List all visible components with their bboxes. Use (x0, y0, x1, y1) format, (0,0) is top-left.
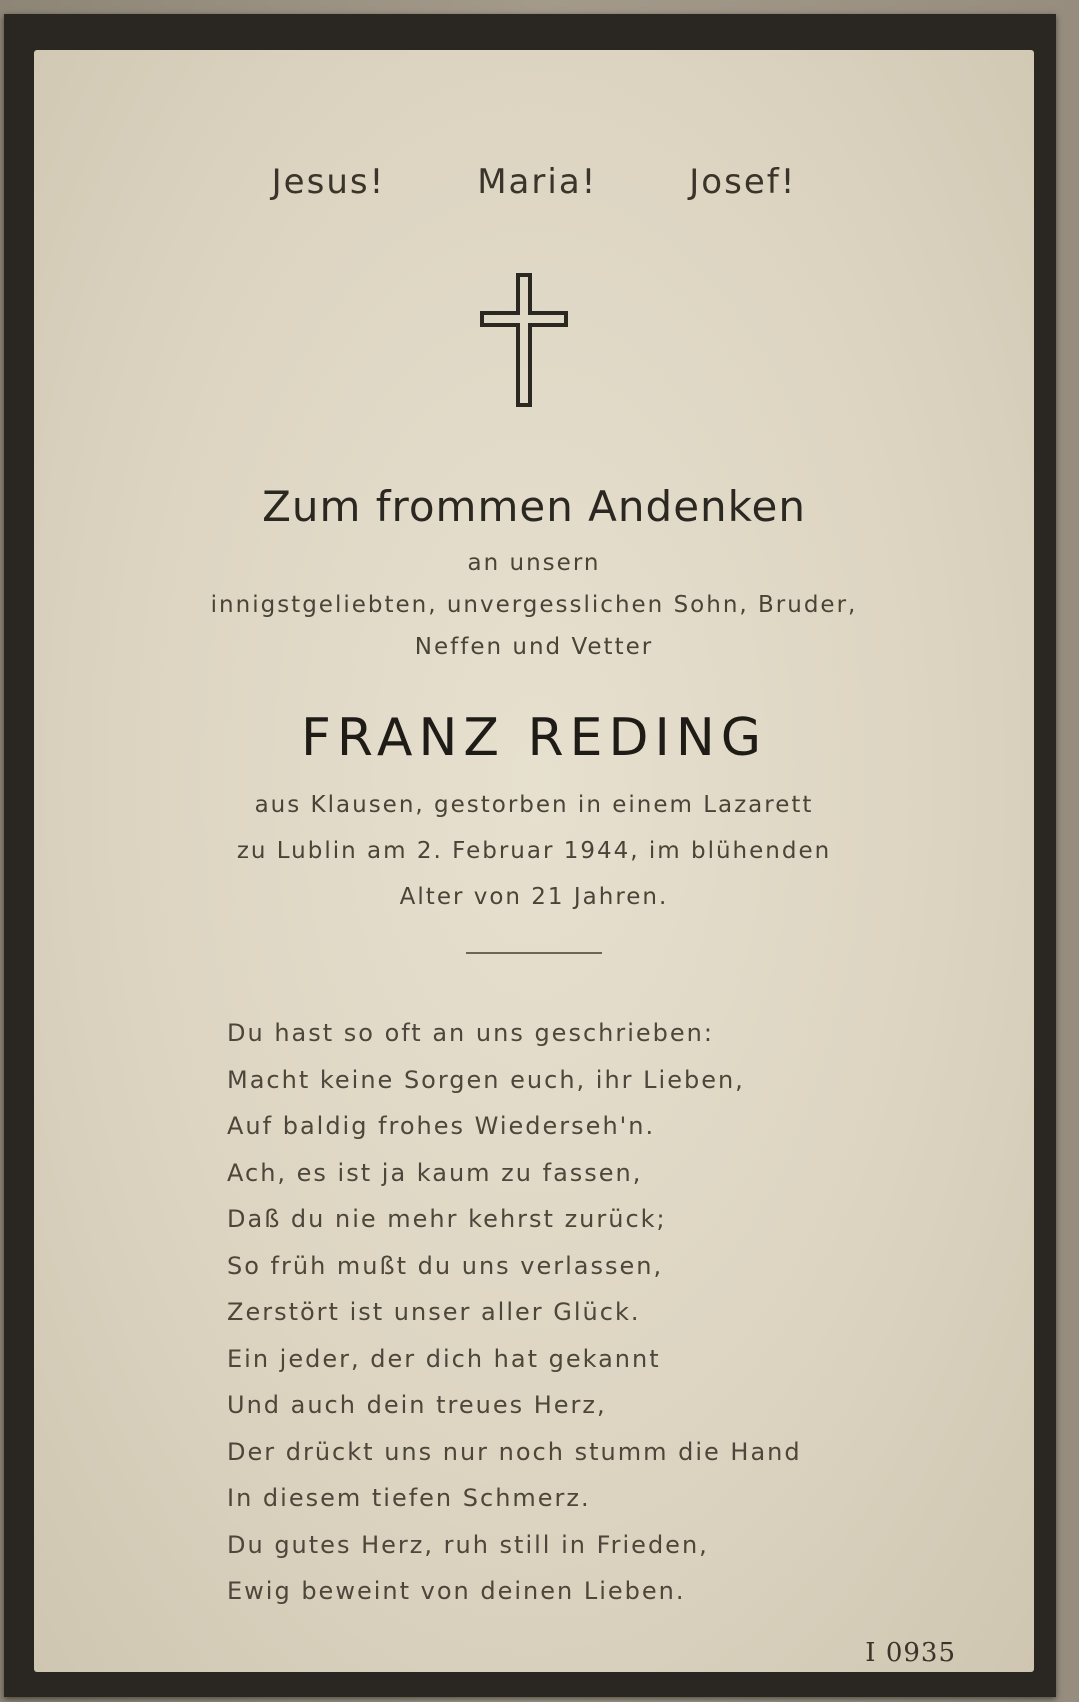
deceased-name: FRANZ REDING (300, 708, 768, 768)
poem-line: Macht keine Sorgen euch, ihr Lieben, (227, 1065, 745, 1094)
poem-line: Ach, es ist ja kaum zu fassen, (227, 1158, 643, 1187)
memorial-heading: Zum frommen Andenken (262, 482, 806, 531)
dedication-line-1: an unsern (467, 550, 601, 576)
poem-line: Daß du nie mehr kehrst zurück; (227, 1205, 667, 1233)
details-line-1: aus Klausen, gestorben in einem Lazarett (254, 792, 814, 818)
invocation-josef: Josef! (689, 162, 797, 202)
details-line-3: Alter von 21 Jahren. (399, 884, 669, 910)
invocation-maria: Maria! (477, 162, 598, 202)
card-content (34, 50, 1034, 1672)
poem-line: Auf baldig frohes Wiederseh'n. (227, 1112, 656, 1140)
poem-line: Ein jeder, der dich hat gekannt (227, 1344, 661, 1373)
memorial-poem (227, 1010, 947, 1615)
invocation-line (34, 162, 1034, 202)
divider-rule (466, 952, 602, 954)
poem-line: Und auch dein treues Herz, (227, 1391, 607, 1419)
poem-line: Du hast so oft an uns geschrieben: (227, 1019, 714, 1047)
dedication-line-3: Neffen und Vetter (414, 634, 654, 660)
details-line-2: zu Lublin am 2. Februar 1944, im blühenden (236, 838, 832, 864)
poem-line: So früh mußt du uns verlassen, (227, 1251, 664, 1280)
dedication-line-2: innigstgeliebten, unvergesslichen Sohn, Bruder, (210, 592, 858, 618)
poem-line: Der drückt uns nur noch stumm die Hand (227, 1437, 802, 1466)
card-paper (34, 50, 1034, 1672)
poem-line: In diesem tiefen Schmerz. (227, 1484, 591, 1512)
invocation-jesus: Jesus! (271, 162, 386, 202)
memorial-card (4, 14, 1056, 1697)
reference-number: I 0935 (865, 1638, 956, 1668)
poem-line: Zerstört ist unser aller Glück. (227, 1298, 641, 1326)
poem-line: Du gutes Herz, ruh still in Frieden, (227, 1530, 709, 1559)
latin-cross-icon (480, 273, 568, 407)
poem-line: Ewig beweint von deinen Lieben. (227, 1577, 686, 1605)
